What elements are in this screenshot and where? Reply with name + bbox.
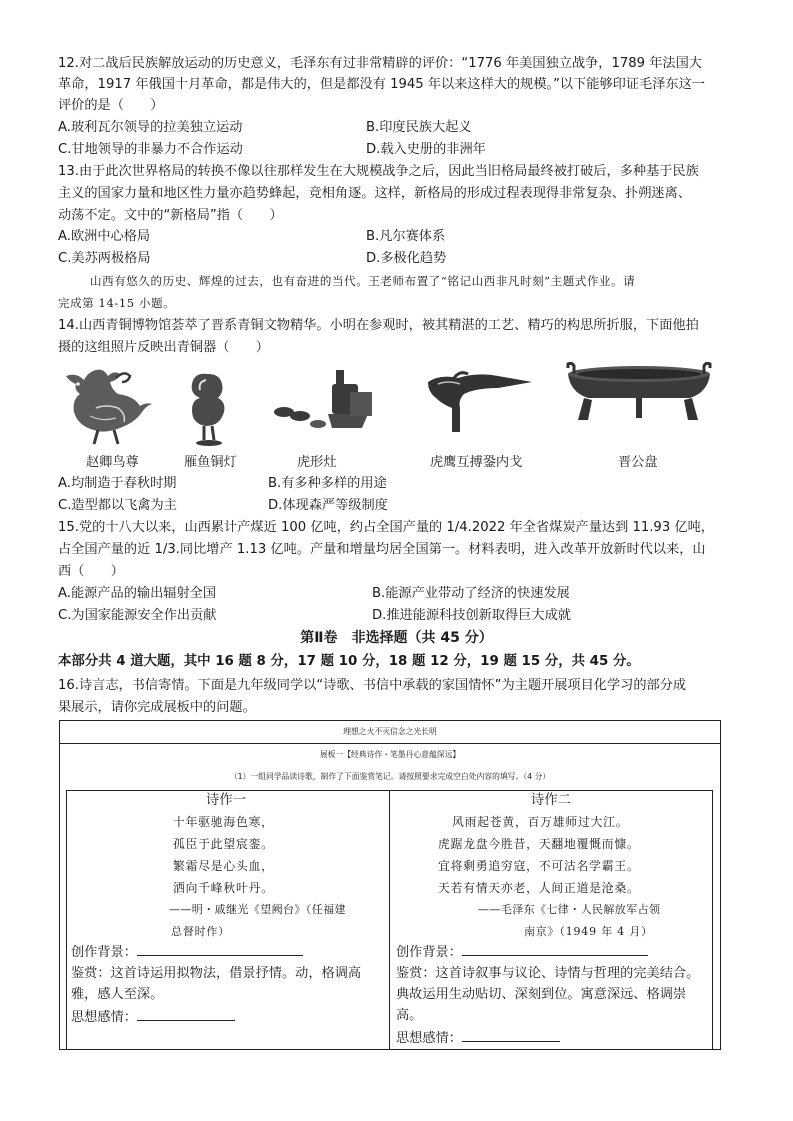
poem-two-feeling-blank[interactable] bbox=[462, 1027, 560, 1042]
poem-two-source-line2: 南京》（1949 年 4 月） bbox=[524, 925, 653, 938]
q14-option-b[interactable]: B.有多种多样的用途 bbox=[268, 476, 387, 491]
display-board bbox=[59, 720, 721, 1050]
poem-two-title: 诗作二 bbox=[530, 793, 572, 808]
q16-stem-line1: 16.诗言志，书信寄情。下面是九年级同学以“诗歌、书信中承载的家国情怀”为主题开展项目化学习的部分成 bbox=[58, 678, 687, 693]
poem-one-line1: 十年驱驰海色寒， bbox=[173, 815, 274, 829]
q12-option-d[interactable]: D.载入史册的非洲年 bbox=[366, 142, 486, 157]
q15-option-b[interactable]: B.能源产业带动了经济的快速发展 bbox=[372, 586, 570, 601]
q13-stem-line3: 动荡不定。文中的“新格局”指（ ） bbox=[58, 208, 283, 223]
poem-one-title: 诗作一 bbox=[205, 793, 247, 808]
poem-two-background-label: 创作背景： bbox=[396, 945, 462, 960]
q15-stem-line2: 占全国产量的近 1/3.同比增产 1.13 亿吨。产量和增量均居全国第一。材料表明，进入改革开放新时代以来，山 bbox=[58, 542, 706, 557]
q15-option-d[interactable]: D.推进能源科技创新取得巨大成就 bbox=[372, 608, 571, 623]
goose-fish-lamp-image bbox=[184, 368, 240, 448]
q13-stem-line1: 13.由于此次世界格局的转换不像以往那样发生在大规模战争之后，因此当旧格局最终被打破后，多种基于民族 bbox=[58, 164, 699, 179]
poem-one-background bbox=[71, 941, 303, 964]
material-intro-line2: 完成第 14-15 小题。 bbox=[58, 296, 176, 310]
board-divider bbox=[60, 743, 720, 744]
poem-two-appreciation-line3: 高。 bbox=[396, 1008, 423, 1023]
poem-two-line2: 虎踞龙盘今胜昔，天翻地覆慨而慷。 bbox=[438, 837, 640, 851]
column-divider bbox=[389, 791, 390, 1049]
q14-option-a[interactable]: A.均制造于春秋时期 bbox=[58, 476, 177, 491]
board-instruction: （1）一组同学品读诗歌，制作了下面鉴赏笔记。请按照要求完成空白处内容的填写。（4 分） bbox=[229, 772, 551, 781]
q14-option-d[interactable]: D.体现森严等级制度 bbox=[268, 498, 388, 513]
q15-stem-line1: 15.党的十八大以来，山西累计产煤近 100 亿吨，约占全国产量的 1/4.2022 年全省煤炭产量达到 11.93 亿吨， bbox=[58, 520, 714, 535]
poem-one-background-label: 创作背景： bbox=[71, 945, 137, 960]
q13-option-b[interactable]: B.凡尔赛体系 bbox=[366, 229, 446, 244]
q12-stem-line1: 12.对二战后民族解放运动的历史意义，毛泽东有过非常精辟的评价：“1776 年美国独立战争，1789 年法国大 bbox=[58, 56, 702, 71]
poem-two-background bbox=[396, 941, 648, 964]
caption-goose-fish-lamp: 雁鱼铜灯 bbox=[184, 455, 237, 470]
q12-option-a[interactable]: A.玻利瓦尔领导的拉美独立运动 bbox=[58, 120, 243, 135]
q16-stem-line2: 果展示，请你完成展板中的问题。 bbox=[58, 700, 256, 715]
caption-bird-zun: 赵卿鸟尊 bbox=[86, 455, 139, 470]
bird-zun-image bbox=[56, 368, 156, 446]
poem-two-feeling bbox=[396, 1027, 560, 1050]
q15-stem-line3: 西（ ） bbox=[58, 564, 124, 579]
tiger-eagle-ge-image bbox=[424, 368, 534, 434]
poem-one-source-line1: ——明・戚继光《望阙台》（任福建 bbox=[169, 903, 346, 916]
poem-two-background-blank[interactable] bbox=[462, 941, 648, 956]
appreciation-notes-table bbox=[66, 790, 713, 1050]
poem-one-line4: 洒向千峰秋叶丹。 bbox=[173, 881, 274, 895]
poem-one-source-line2: 总督时作） bbox=[171, 925, 230, 938]
poem-one-feeling-label: 思想感情： bbox=[71, 1010, 137, 1025]
poem-two-line1: 风雨起苍黄，百万雄师过大江。 bbox=[452, 815, 629, 829]
poem-two-appreciation-line2: 典故运用生动贴切、深刻到位。寓意深远、格调崇 bbox=[396, 987, 687, 1002]
tiger-stove-image bbox=[270, 366, 376, 436]
q15-option-c[interactable]: C.为国家能源安全作出贡献 bbox=[58, 608, 217, 623]
poem-one-line3: 繁霜尽是心头血， bbox=[173, 859, 274, 873]
board-title: 理想之火不灭信念之光长明 bbox=[343, 727, 437, 736]
q13-option-c[interactable]: C.美苏两极格局 bbox=[58, 251, 151, 266]
q12-stem-line2: 革命，1917 年俄国十月革命，都是伟大的，但是都没有 1945 年以来这样大的规模。”以下能够印证毛泽东这一 bbox=[58, 77, 705, 92]
q12-stem-line3: 评价的是（ ） bbox=[58, 98, 164, 113]
q12-option-c[interactable]: C.甘地领导的非暴力不合作运动 bbox=[58, 142, 243, 157]
material-intro-line1: 山西有悠久的历史、辉煌的过去，也有奋进的当代。王老师布置了“铭记山西非凡时刻”主题式作业。请 bbox=[90, 274, 636, 288]
jin-gong-pan-image bbox=[562, 362, 716, 426]
q12-option-b[interactable]: B.印度民族大起义 bbox=[366, 120, 472, 135]
q13-option-a[interactable]: A.欧洲中心格局 bbox=[58, 229, 151, 244]
poem-two-line4: 天若有情天亦老，人间正道是沧桑。 bbox=[438, 881, 640, 895]
poem-one-appreciation-line1: 鉴赏：这首诗运用拟物法，借景抒情。动，格调高 bbox=[71, 966, 362, 981]
poem-one-feeling bbox=[71, 1006, 235, 1029]
poem-two-appreciation-line1: 鉴赏：这首诗叙事与议论、诗情与哲理的完美结合。 bbox=[396, 966, 700, 981]
caption-tiger-stove: 虎形灶 bbox=[297, 455, 337, 470]
poem-one-appreciation-line2: 雅，感人至深。 bbox=[71, 987, 164, 1002]
caption-jin-gong-pan: 晋公盘 bbox=[618, 455, 658, 470]
q14-stem-line1: 14.山西青铜博物馆荟萃了晋系青铜文物精华。小明在参观时，被其精湛的工艺、精巧的构思所折服，下面他拍 bbox=[58, 318, 699, 333]
q13-option-d[interactable]: D.多极化趋势 bbox=[366, 251, 447, 266]
part-two-title: 第Ⅱ卷 非选择题（共 45 分） bbox=[300, 630, 493, 646]
poem-one-background-blank[interactable] bbox=[137, 941, 303, 956]
board-subtitle: 展板一【经典诗作・笔墨丹心意蕴深远】 bbox=[319, 750, 461, 759]
caption-tiger-eagle-ge: 虎鹰互搏銎内戈 bbox=[430, 455, 523, 470]
poem-one-line2: 孤臣于此望宸銮。 bbox=[173, 837, 274, 851]
poem-one-feeling-blank[interactable] bbox=[137, 1006, 235, 1021]
part-two-description: 本部分共 4 道大题，其中 16 题 8 分，17 题 10 分，18 题 12 分，19 题 15 分，共 45 分。 bbox=[58, 654, 640, 669]
poem-two-line3: 宜将剩勇追穷寇，不可沽名学霸王。 bbox=[438, 859, 640, 873]
q15-option-a[interactable]: A.能源产品的输出辐射全国 bbox=[58, 586, 217, 601]
q14-stem-line2: 摄的这组照片反映出青铜器（ ） bbox=[58, 340, 269, 355]
poem-two-source-line1: ——毛泽东《七律・人民解放军占领 bbox=[478, 903, 661, 916]
q13-stem-line2: 主义的国家力量和地区性力量亦趋势蜂起，竞相角逐。这样，新格局的形成过程表现得非常复杂、扑朔迷离、 bbox=[58, 186, 691, 201]
poem-two-feeling-label: 思想感情： bbox=[396, 1031, 462, 1046]
q14-option-c[interactable]: C.造型都以飞禽为主 bbox=[58, 498, 177, 513]
